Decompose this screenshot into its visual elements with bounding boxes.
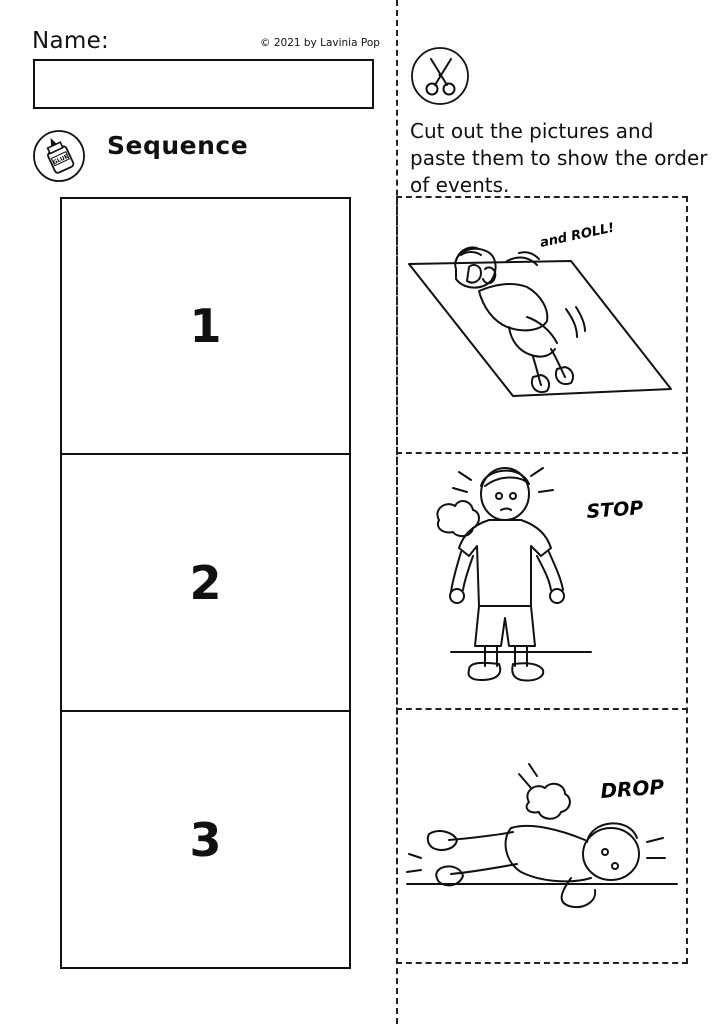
illustration-caption: and ROLL! xyxy=(538,220,616,251)
sequence-box-2[interactable] xyxy=(60,455,351,712)
sequence-number: 2 xyxy=(189,555,222,610)
name-input-box[interactable] xyxy=(33,59,374,109)
illustration-caption: STOP xyxy=(585,497,644,523)
illustration-caption: DROP xyxy=(599,774,665,803)
glue-label: GLUE xyxy=(52,153,70,167)
sequence-boxes xyxy=(60,197,351,969)
child-standing-with-fire-illustration[interactable] xyxy=(401,456,683,706)
child-rolling-on-mat-illustration[interactable] xyxy=(401,199,683,449)
cut-separator xyxy=(396,452,688,454)
cut-separator xyxy=(396,708,688,710)
sequence-number: 1 xyxy=(189,299,222,353)
child-dropping-to-ground-illustration[interactable] xyxy=(401,712,683,962)
sequence-box-1[interactable] xyxy=(60,197,351,455)
copyright-text: © 2021 by Lavinia Pop xyxy=(260,37,380,49)
scissors-icon xyxy=(409,45,471,107)
sequence-box-3[interactable] xyxy=(60,712,351,969)
sequence-number: 3 xyxy=(189,812,222,867)
glue-icon xyxy=(32,129,86,183)
instructions-text: Cut out the pictures and paste them to show the order of events. xyxy=(410,119,708,197)
name-label: Name: xyxy=(32,28,110,54)
page-title: Sequence xyxy=(107,131,249,160)
